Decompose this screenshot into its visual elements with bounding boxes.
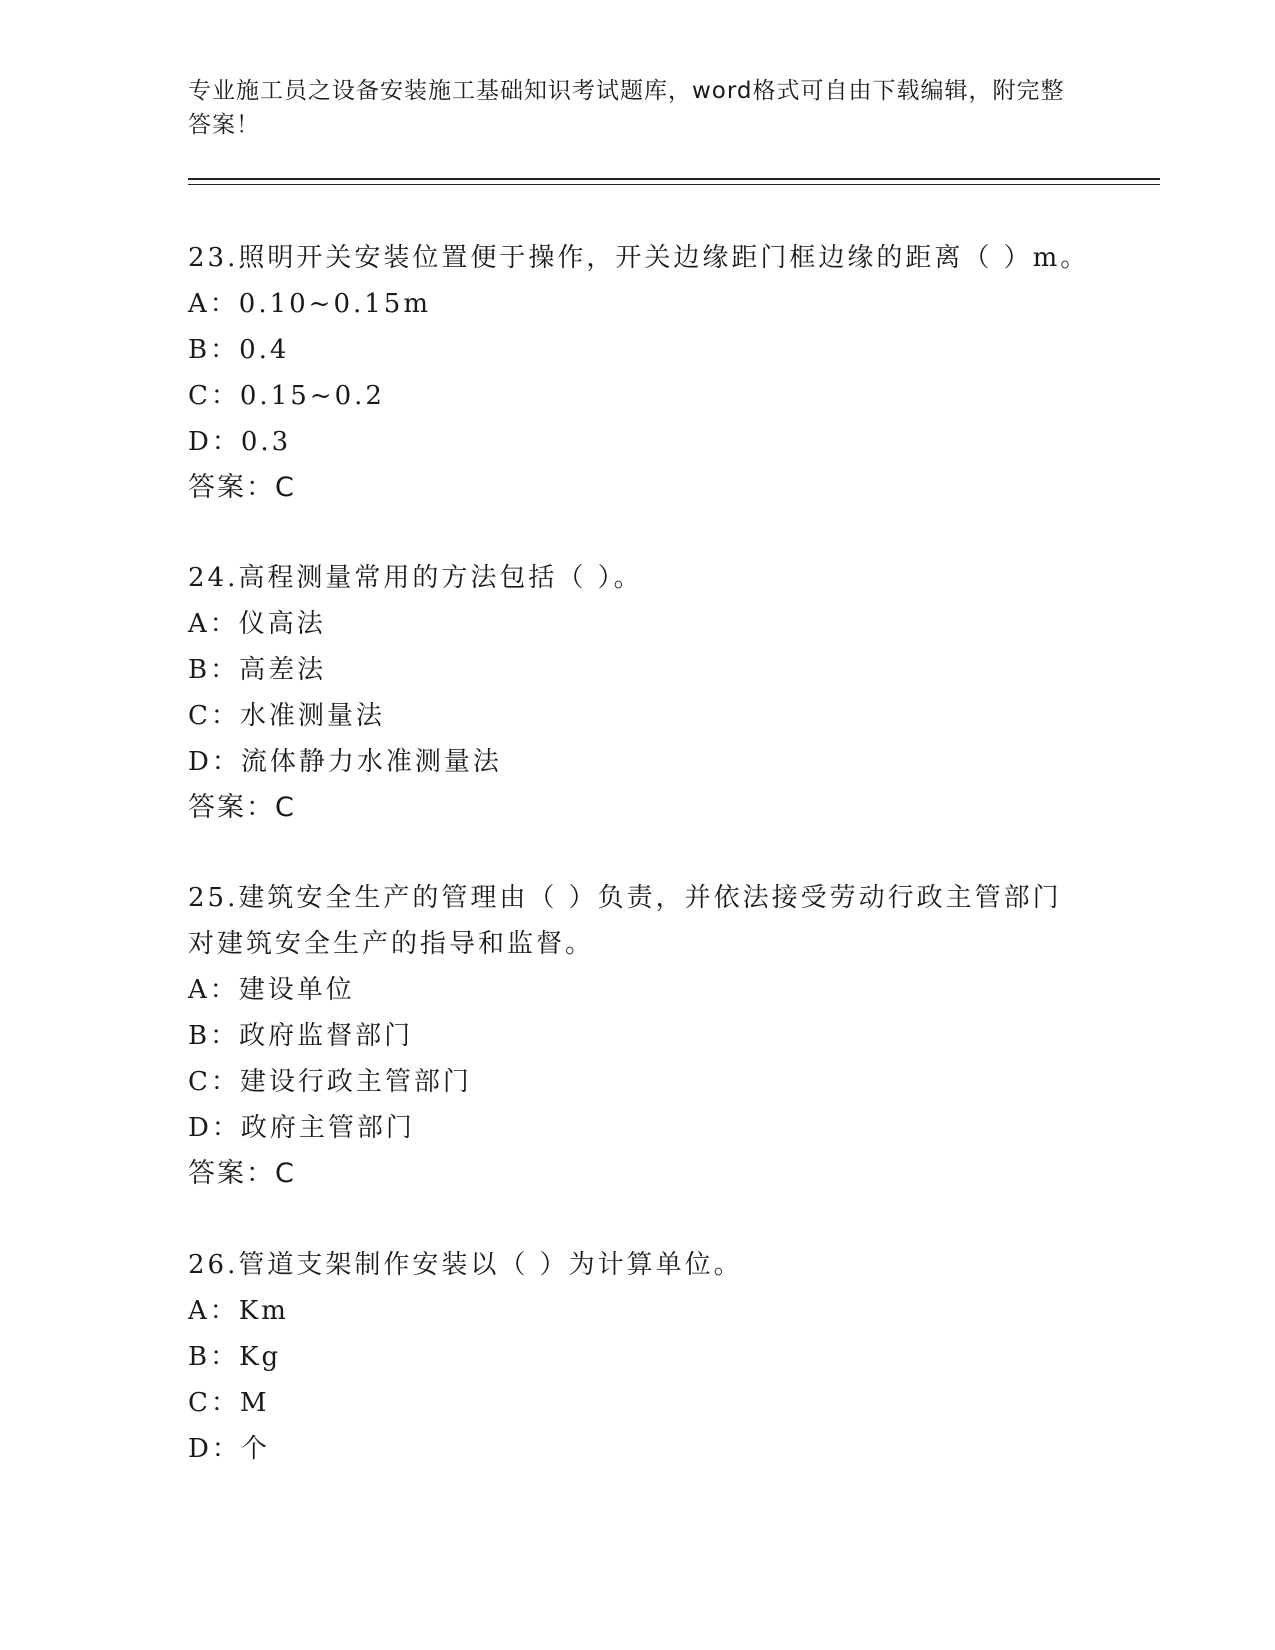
option-a: A：0.10~0.15m	[188, 289, 431, 319]
question-26	[188, 1242, 1088, 1472]
option-b: B：Kg	[188, 1342, 282, 1372]
option-c: C：0.15~0.2	[188, 381, 385, 411]
option-a: A：Km	[188, 1296, 289, 1326]
answer: 答案：C	[188, 472, 296, 503]
answer: 答案：C	[188, 792, 296, 823]
option-b: B：高差法	[188, 655, 327, 685]
option-a: A：仪高法	[188, 609, 326, 639]
option-d: D：流体静力水准测量法	[188, 747, 502, 777]
option-d: D：政府主管部门	[188, 1113, 415, 1143]
header-title: 专业施工员之设备安装施工基础知识考试题库，word格式可自由下载编辑，附完整答案！	[188, 78, 1065, 138]
question-stem-line-1: 25.建筑安全生产的管理由（ ）负责，并依法接受劳动行政主管部门	[188, 883, 1062, 913]
answer: 答案：C	[188, 1158, 296, 1189]
question-stem: 24.高程测量常用的方法包括（ ）。	[188, 563, 643, 593]
question-stem: 23.照明开关安装位置便于操作，开关边缘距门框边缘的距离（ ）m。	[188, 243, 1090, 273]
option-c: C：水准测量法	[188, 701, 385, 731]
option-c: C：建设行政主管部门	[188, 1067, 472, 1097]
question-stem: 26.管道支架制作安装以（ ）为计算单位。	[188, 1250, 743, 1280]
question-23	[188, 235, 1088, 511]
question-25	[188, 875, 1088, 1197]
option-d: D：个	[188, 1434, 270, 1464]
option-b: B：0.4	[188, 335, 290, 365]
option-c: C：M	[188, 1388, 270, 1418]
document-header	[188, 74, 1068, 142]
question-24	[188, 555, 1088, 831]
option-d: D：0.3	[188, 427, 292, 457]
header-divider-thick	[188, 178, 1160, 180]
option-b: B：政府监督部门	[188, 1021, 414, 1051]
question-stem-line-2: 对建筑安全生产的指导和监督。	[188, 929, 595, 959]
option-a: A：建设单位	[188, 975, 355, 1005]
header-divider-thin	[188, 184, 1160, 185]
